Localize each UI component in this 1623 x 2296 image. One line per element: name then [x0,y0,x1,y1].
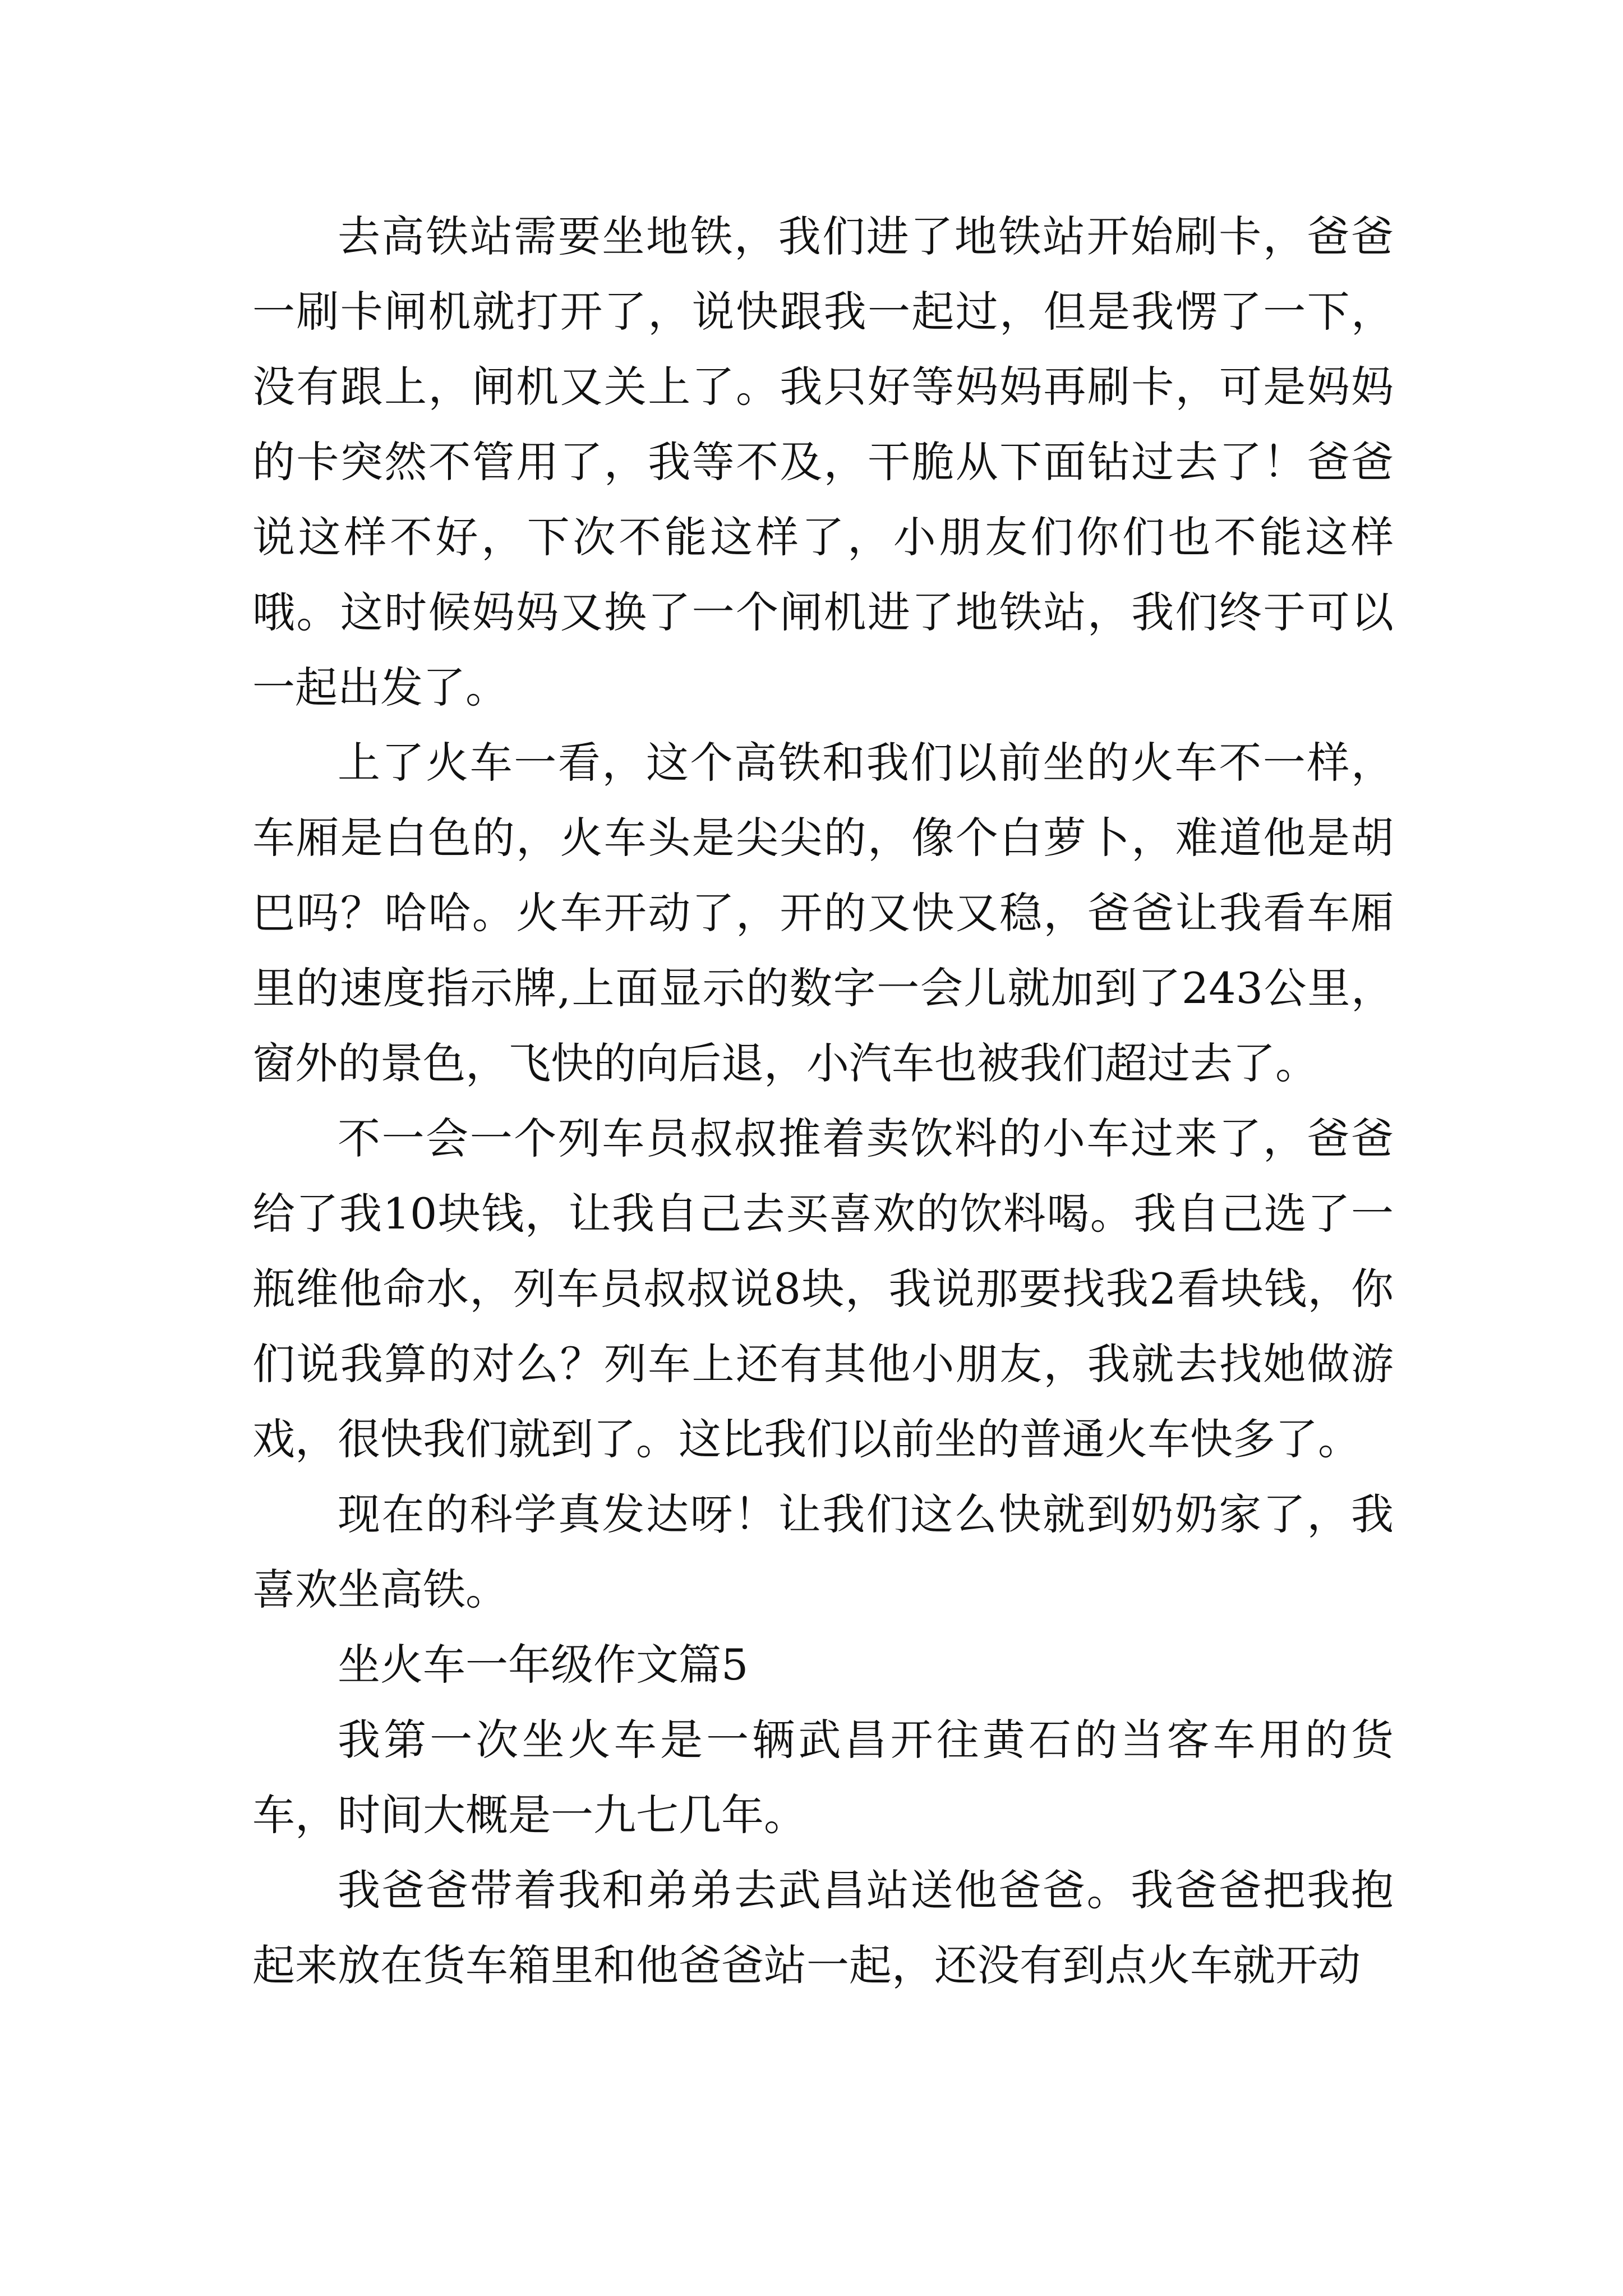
paragraph: 不一会一个列车员叔叔推着卖饮料的小车过来了，爸爸给了我10块钱，让我自己去买喜欢的饮料喝。我自己选了一瓶维他命水，列车员叔叔说8块，我说那要找我2看块钱，你们说我算的对么？列车上还有其他小朋友，我就去找她做游戏，很快我们就到了。这比我们以前坐的普通火车快多了。 [252,1114,1394,1464]
paragraph: 上了火车一看，这个高铁和我们以前坐的火车不一样，车厢是白色的，火车头是尖尖的，像个白萝卜，难道他是胡巴吗？哈哈。火车开动了，开的又快又稳，爸爸让我看车厢里的速度指示牌,上面显示的数字一会儿就加到了243公里，窗外的景色，飞快的向后退，小汽车也被我们超过去了。 [252,738,1394,1088]
paragraph: 去高铁站需要坐地铁，我们进了地铁站开始刷卡，爸爸一刷卡闸机就打开了，说快跟我一起过，但是我愣了一下，没有跟上，闸机又关上了。我只好等妈妈再刷卡，可是妈妈的卡突然不管用了，我等不及，干脆从下面钻过去了！爸爸说这样不好，下次不能这样了，小朋友们你们也不能这样哦。这时候妈妈又换了一个闸机进了地铁站，我们终于可以一起出发了。 [252,211,1394,712]
paragraph: 我爸爸带着我和弟弟去武昌站送他爸爸。我爸爸把我抱起来放在货车箱里和他爸爸站一起，还没有到点火车就开动 [252,1865,1394,1990]
body-text [252,199,1394,2003]
paragraph: 现在的科学真发达呀！让我们这么快就到奶奶家了，我喜欢坐高铁。 [252,1489,1394,1614]
section-heading: 坐火车一年级作文篇5 [338,1640,749,1690]
paragraph: 我第一次坐火车是一辆武昌开往黄石的当客车用的货车，时间大概是一九七几年。 [252,1715,1394,1840]
